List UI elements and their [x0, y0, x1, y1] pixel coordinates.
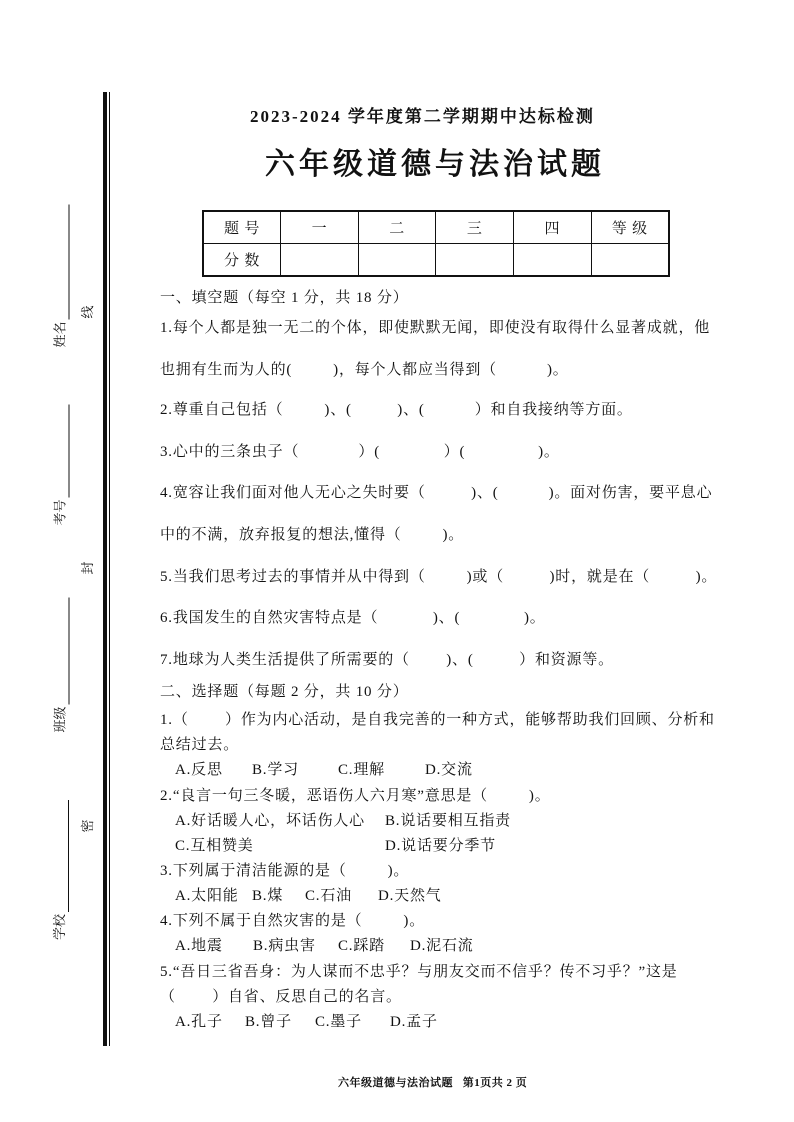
fill-in-q4-line1: 4.宽容让我们面对他人无心之失时要（ )、( )。面对伤害，要平息心	[160, 485, 713, 501]
score-table-cell: 四	[514, 211, 592, 244]
choice-q4-stem-line1: 4.下列不属于自然灾害的是（ )。	[160, 913, 425, 929]
section-heading-fill-in: 一、填空题（每空 1 分，共 18 分）	[160, 290, 409, 306]
fill-in-q1-line2: 也拥有生而为人的( )，每个人都应当得到（ )。	[160, 362, 569, 378]
choice-q3-stem-line1: 3.下列属于清洁能源的是（ )。	[160, 863, 410, 879]
choice-q3-option-c: C.石油	[305, 888, 352, 904]
choice-q2-option-b: B.说话要相互指责	[385, 813, 511, 829]
choice-q2-option-d: D.说话要分季节	[385, 838, 496, 854]
seal-mark-line: 线	[80, 305, 95, 319]
exam-number-blank-line	[53, 405, 70, 498]
score-table-cell: 三	[436, 211, 514, 244]
section-heading-choice: 二、选择题（每题 2 分，共 10 分）	[160, 684, 409, 700]
score-table-empty-cell	[281, 244, 359, 277]
choice-q2-stem-line1: 2.“良言一句三冬暖，恶语伤人六月寒”意思是（ )。	[160, 788, 551, 804]
choice-q1-stem-line2: 总结过去。	[160, 737, 240, 753]
choice-q1-option-b: B.学习	[252, 762, 299, 778]
choice-q3-options	[0, 886, 794, 906]
choice-q3-option-b: B.煤	[252, 888, 284, 904]
choice-q5-option-a: A.孔子	[175, 1014, 223, 1030]
choice-q2-options-row2	[0, 836, 794, 856]
fill-in-q6-line1: 6.我国发生的自然灾害特点是（ )、( )。	[160, 610, 546, 626]
score-table-cell: 一	[281, 211, 359, 244]
seal-mark-secret: 密	[80, 819, 95, 833]
class-field	[52, 598, 70, 733]
choice-q4-option-d: D.泥石流	[410, 938, 474, 954]
score-table-cell: 等 级	[591, 211, 669, 244]
score-table-cell: 题 号	[203, 211, 281, 244]
exam-number-label: 考号	[52, 499, 68, 526]
exam-subtitle: 2023-2024 学年度第二学期期中达标检测	[250, 107, 595, 126]
name-field	[52, 205, 70, 348]
choice-q2-options-row1	[0, 811, 794, 831]
choice-q4-option-a: A.地震	[175, 938, 223, 954]
fill-in-q5-line1: 5.当我们思考过去的事情并从中得到（ )或（ )时，就是在（ )。	[160, 569, 718, 585]
choice-q1-option-d: D.交流	[425, 762, 473, 778]
fill-in-q3-line1: 3.心中的三条虫子（ ）( ）( )。	[160, 444, 560, 460]
score-table-empty-cell	[436, 244, 514, 277]
choice-q5-stem-line2: （ ）自省、反思自己的名言。	[160, 989, 402, 1005]
score-table-empty-cell	[358, 244, 436, 277]
score-table-empty-cell	[591, 244, 669, 277]
choice-q1-option-c: C.理解	[338, 762, 385, 778]
choice-q1-option-a: A.反思	[175, 762, 223, 778]
exam-number-field	[52, 405, 70, 526]
choice-q5-stem-line1: 5.“吾日三省吾身：为人谋而不忠乎？与朋友交而不信乎？传不习乎？”这是	[160, 964, 678, 980]
choice-q5-option-c: C.墨子	[315, 1014, 362, 1030]
fill-in-q2-line1: 2.尊重自己包括（ )、( )、( ）和自我接纳等方面。	[160, 402, 633, 418]
exam-title: 六年级道德与法治试题	[265, 148, 605, 181]
score-table-header-row	[203, 211, 669, 244]
choice-q2-option-a: A.好话暖人心，坏话伤人心	[175, 813, 365, 829]
fill-in-q4-line2: 中的不满，放弃报复的想法,懂得（ )。	[160, 527, 465, 543]
choice-q4-option-b: B.病虫害	[253, 938, 316, 954]
choice-q4-option-c: C.踩踏	[338, 938, 385, 954]
score-table-empty-cell	[514, 244, 592, 277]
school-label: 学校	[52, 913, 67, 940]
score-table-cell: 分 数	[203, 244, 281, 277]
choice-q5-option-d: D.孟子	[390, 1014, 438, 1030]
name-blank-line	[53, 205, 70, 320]
score-table-score-row	[203, 244, 669, 277]
class-label: 班级	[52, 706, 68, 733]
choice-q1-options	[0, 760, 794, 780]
choice-q5-option-b: B.曾子	[245, 1014, 292, 1030]
name-label: 姓名	[52, 321, 68, 348]
fill-in-q7-line1: 7.地球为人类生活提供了所需要的（ )、( ）和资源等。	[160, 652, 614, 668]
seal-mark-seal: 封	[80, 561, 95, 575]
choice-q4-options	[0, 936, 794, 956]
choice-q5-options	[0, 1012, 794, 1032]
choice-q2-option-c: C.互相赞美	[175, 838, 254, 854]
score-table	[202, 210, 670, 277]
score-table-cell: 二	[358, 211, 436, 244]
fill-in-q1-line1: 1.每个人都是独一无二的个体，即使默默无闻，即使没有取得什么显著成就，他	[160, 320, 711, 336]
class-blank-line	[53, 598, 70, 705]
choice-q3-option-a: A.太阳能	[175, 888, 239, 904]
choice-q3-option-d: D.天然气	[378, 888, 442, 904]
choice-q1-stem-line1: 1.（ ）作为内心活动，是自我完善的一种方式，能够帮助我们回顾、分析和	[160, 712, 715, 728]
page-footer: 六年级道德与法治试题 第1页共 2 页	[338, 1077, 528, 1089]
